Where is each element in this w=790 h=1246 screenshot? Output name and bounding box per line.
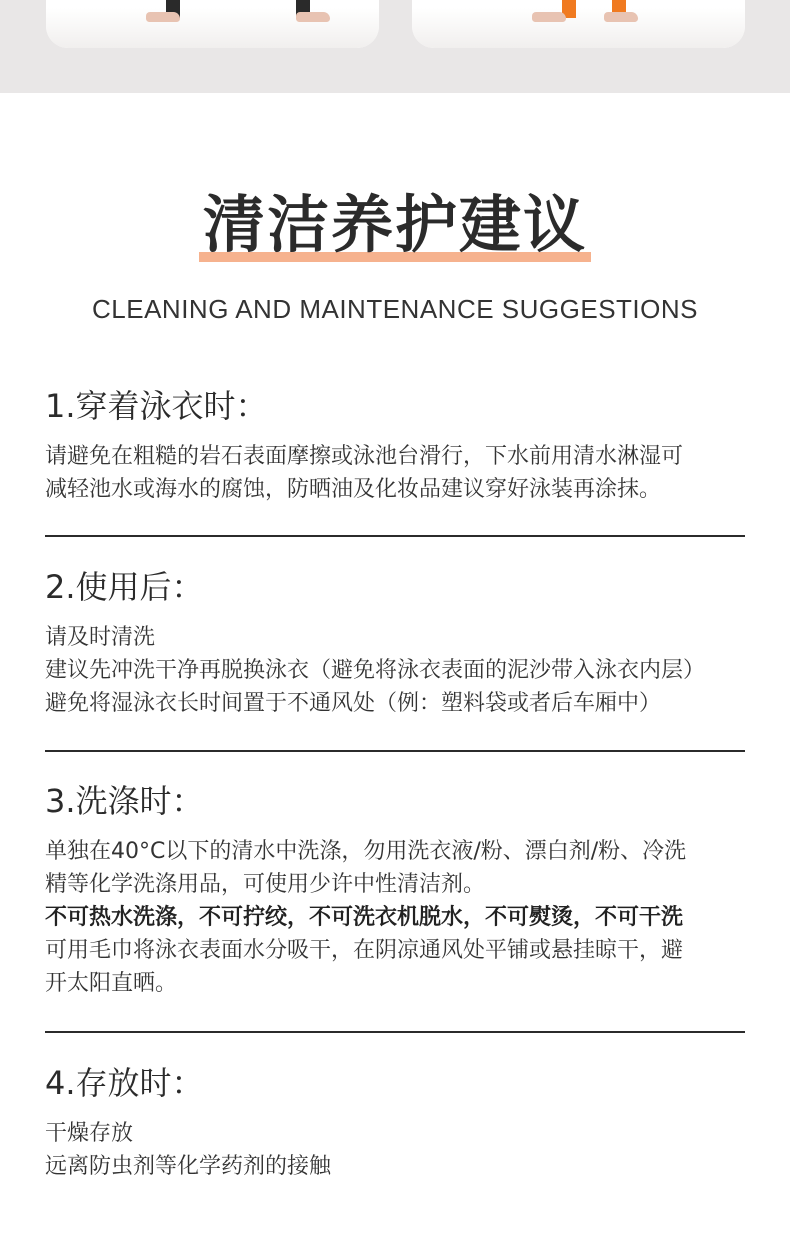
page-subtitle: CLEANING AND MAINTENANCE SUGGESTIONS (92, 294, 698, 324)
page-title-text: 清洁养护建议 (202, 188, 587, 261)
product-photo-band (0, 0, 790, 93)
section-divider (45, 1031, 745, 1033)
section-text-line: 精等化学洗涤用品，可使用少许中性清洁剂。 (45, 872, 486, 897)
page-title (199, 185, 591, 265)
section-heading: 1.穿着泳衣时： (45, 387, 268, 425)
section-text-line: 避免将湿泳衣长时间置于不通风处（例：塑料袋或者后车厢中） (45, 691, 662, 716)
section-text-line: 可用毛巾将泳衣表面水分吸干，在阴凉通风处平铺或悬挂晾干，避 (45, 938, 684, 963)
section-warning-line: 不可热水洗涤，不可拧绞，不可洗衣机脱水，不可熨烫，不可干洗 (45, 905, 684, 930)
section-divider (45, 750, 745, 752)
title-block (0, 185, 790, 265)
section-text-line: 单独在40°C以下的清水中洗涤，勿用洗衣液/粉、漂白剂/粉、冷洗 (45, 839, 687, 864)
section-text-line: 减轻池水或海水的腐蚀，防晒油及化妆品建议穿好泳装再涂抹。 (45, 477, 662, 502)
product-photo-right (412, 0, 745, 48)
section-text-line: 建议先冲洗干净再脱换泳衣（避免将泳衣表面的泥沙带入泳衣内层） (45, 658, 706, 683)
section-divider (45, 535, 745, 537)
section-after-use (45, 567, 755, 720)
section-text-line: 请及时清洗 (45, 625, 156, 650)
section-text-line: 开太阳直晒。 (45, 971, 178, 996)
section-text-line: 干燥存放 (45, 1121, 134, 1146)
section-heading: 2.使用后： (45, 568, 204, 606)
section-text-line: 请避免在粗糙的岩石表面摩擦或泳池台滑行，下水前用清水淋湿可 (45, 444, 684, 469)
section-text-line: 远离防虫剂等化学药剂的接触 (45, 1154, 332, 1179)
section-washing (45, 781, 755, 1000)
section-wearing (45, 386, 755, 506)
section-heading: 3.洗涤时： (45, 782, 204, 820)
section-storage (45, 1063, 755, 1183)
section-heading: 4.存放时： (45, 1064, 204, 1102)
product-photo-left (46, 0, 379, 48)
